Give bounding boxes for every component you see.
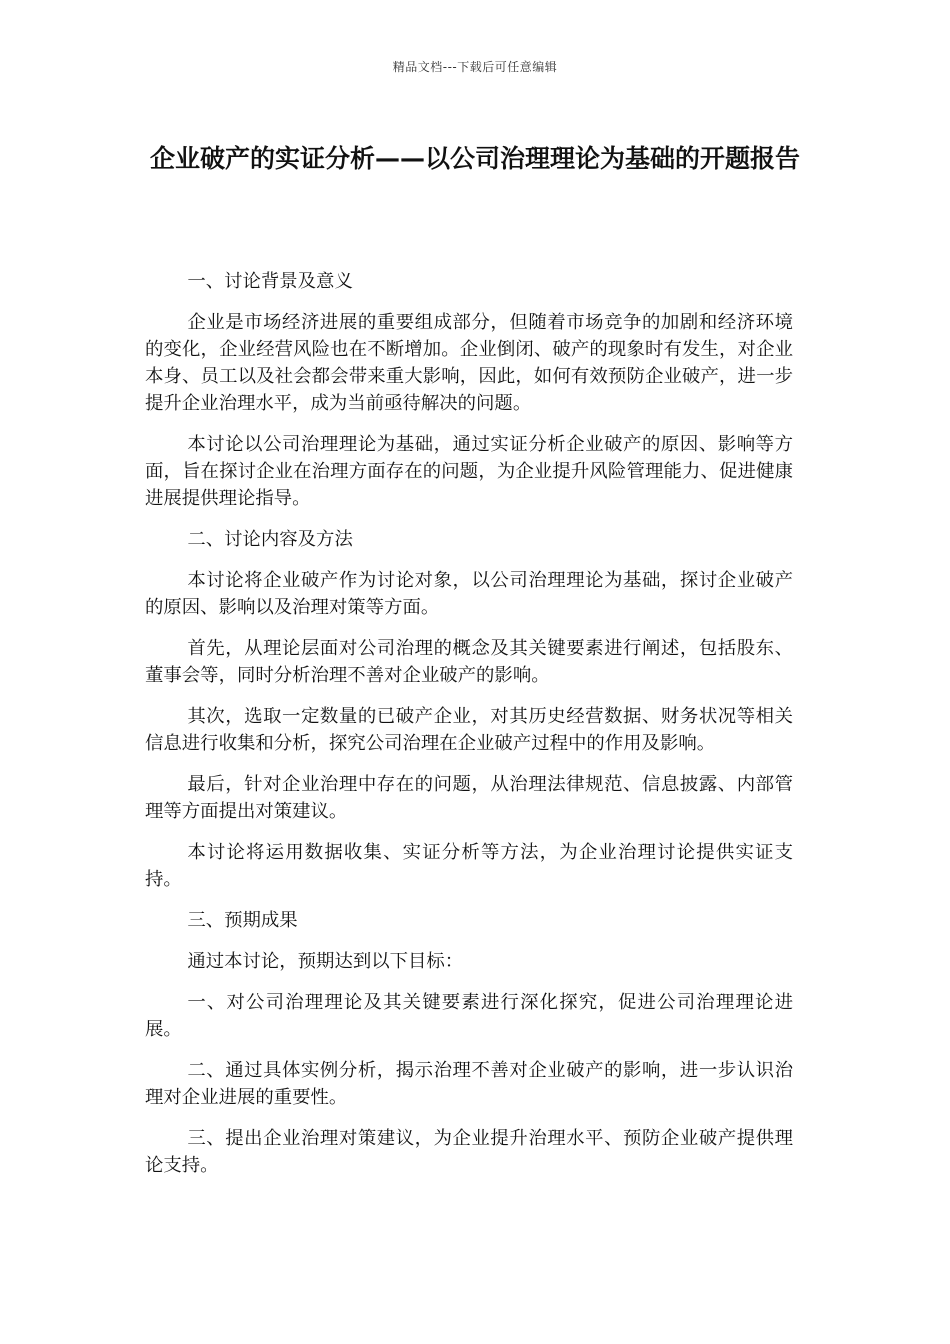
paragraph: 本讨论将运用数据收集、实证分析等方法，为企业治理讨论提供实证支持。 <box>145 842 793 890</box>
document-body <box>145 268 793 1193</box>
list-item: 一、对公司治理理论及其关键要素进行深化探究，促进公司治理理论进展。 <box>145 992 793 1040</box>
list-item: 三、提出企业治理对策建议，为企业提升治理水平、预防企业破产提供理论支持。 <box>145 1128 793 1176</box>
paragraph: 企业是市场经济进展的重要组成部分，但随着市场竞争的加剧和经济环境的变化，企业经营风险也在不断增加。企业倒闭、破产的现象时有发生，对企业本身、员工以及社会都会带来重大影响，因此，如何有效预防企业破产，进一步提升企业治理水平，成为当前亟待解决的问题。 <box>145 312 793 414</box>
section-heading-background: 一、讨论背景及意义 <box>187 271 353 292</box>
paragraph: 其次，选取一定数量的已破产企业，对其历史经营数据、财务状况等相关信息进行收集和分析，探究公司治理在企业破产过程中的作用及影响。 <box>145 706 793 754</box>
paragraph: 本讨论以公司治理理论为基础，通过实证分析企业破产的原因、影响等方面，旨在探讨企业在治理方面存在的问题，为企业提升风险管理能力、促进健康进展提供理论指导。 <box>145 434 793 509</box>
section-heading-expected-results: 三、预期成果 <box>187 910 298 931</box>
document-title: 企业破产的实证分析——以公司治理理论为基础的开题报告 <box>149 144 800 173</box>
paragraph: 通过本讨论，预期达到以下目标： <box>187 951 464 972</box>
paragraph: 首先，从理论层面对公司治理的概念及其关键要素进行阐述，包括股东、董事会等，同时分析治理不善对企业破产的影响。 <box>145 638 793 686</box>
list-item: 二、通过具体实例分析，揭示治理不善对企业破产的影响，进一步认识治理对企业进展的重要性。 <box>145 1060 793 1108</box>
paragraph: 最后，针对企业治理中存在的问题，从治理法律规范、信息披露、内部管理等方面提出对策建议。 <box>145 774 793 822</box>
paragraph: 本讨论将企业破产作为讨论对象，以公司治理理论为基础，探讨企业破产的原因、影响以及治理对策等方面。 <box>145 570 793 618</box>
section-heading-content-method: 二、讨论内容及方法 <box>187 529 353 550</box>
header-note: 精品文档---下载后可任意编辑 <box>392 60 558 74</box>
